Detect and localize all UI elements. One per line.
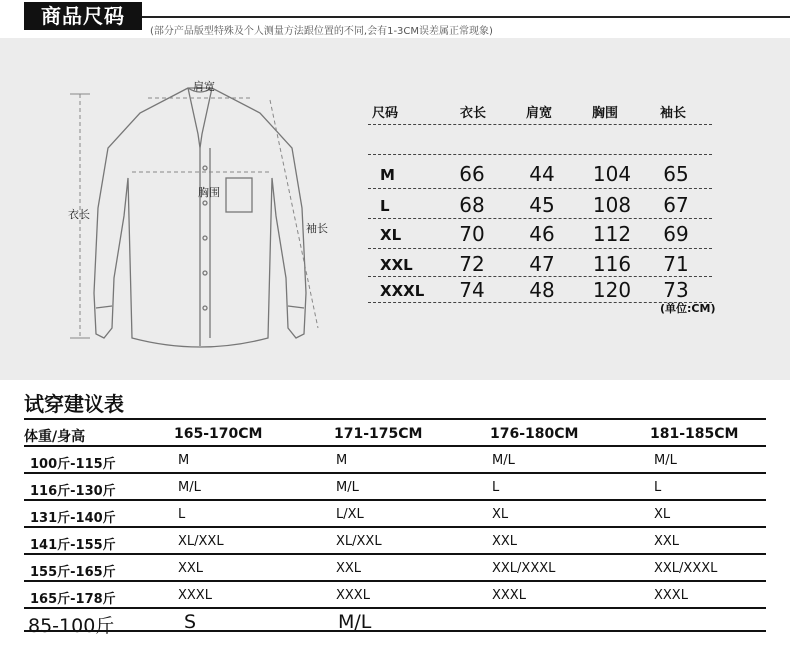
size-value: 104 — [592, 162, 632, 186]
size-value: 68 — [459, 193, 485, 217]
size-value: 116 — [592, 252, 632, 276]
table-row — [24, 553, 766, 582]
fit-cell: XXL — [654, 534, 680, 549]
table-row — [24, 580, 766, 609]
fit-header-cell: 171-175CM — [334, 426, 423, 442]
size-header-size: 尺码 — [372, 106, 399, 121]
size-value: 74 — [459, 278, 485, 302]
size-value: 47 — [529, 252, 555, 276]
header-title: 商品尺码 — [24, 2, 142, 30]
shoulder-label: 肩宽 — [193, 80, 215, 93]
fit-header-cell: 181-185CM — [650, 426, 739, 442]
unit-note: (单位:CM) — [660, 302, 716, 315]
fit-cell: L — [492, 480, 500, 495]
fit-cell: XXL/XXXL — [654, 561, 718, 576]
fit-cell: XL — [654, 507, 671, 522]
table-row — [24, 499, 766, 528]
size-value: 71 — [663, 252, 689, 276]
size-name: L — [380, 197, 390, 215]
size-header-chest: 胸围 — [592, 106, 619, 121]
fit-cell: XL/XXL — [178, 534, 224, 549]
fit-cell: XXL/XXXL — [492, 561, 556, 576]
fit-cell: XXL — [492, 534, 518, 549]
fit-row-header: 155斤-165斤 — [30, 565, 116, 580]
size-value: 69 — [663, 222, 689, 246]
fit-cell: XXL — [178, 561, 204, 576]
fit-row-header: 85-100斤 — [28, 615, 115, 637]
fit-cell: XXXL — [178, 588, 212, 603]
shirt-pocket — [226, 178, 252, 212]
fit-header-cell: 165-170CM — [174, 426, 263, 442]
size-value: 45 — [529, 193, 555, 217]
shirt-collar — [188, 88, 212, 148]
fit-row-header: 165斤-178斤 — [30, 592, 116, 607]
shirt-figure-panel — [0, 38, 790, 380]
size-value: 72 — [459, 252, 485, 276]
size-value: 73 — [663, 278, 689, 302]
size-header-sleeve: 袖长 — [660, 106, 687, 121]
fit-cell: M — [178, 453, 190, 468]
fit-row-header: 141斤-155斤 — [30, 538, 116, 553]
size-value: 67 — [663, 193, 689, 217]
fit-cell: M/L — [492, 453, 515, 468]
size-value: 44 — [529, 162, 555, 186]
sleeve-label: 袖长 — [306, 222, 328, 235]
fit-header-cell: 176-180CM — [490, 426, 579, 442]
table-row — [24, 526, 766, 555]
fit-table-title: 试穿建议表 — [24, 392, 124, 416]
fit-cell: XXXL — [654, 588, 688, 603]
table-row — [24, 472, 766, 501]
header-note: (部分产品版型特殊及个人测量方法跟位置的不同,会有1-3CM误差属正常现象) — [150, 26, 493, 37]
size-name: XXL — [380, 256, 413, 274]
size-value: 70 — [459, 222, 485, 246]
size-name: M — [380, 166, 395, 184]
length-label: 衣长 — [68, 208, 90, 221]
fit-cell: M/L — [338, 611, 372, 633]
size-value: 65 — [663, 162, 689, 186]
size-header-shoulder: 肩宽 — [526, 106, 553, 121]
size-value: 48 — [529, 278, 555, 302]
fit-row-header: 100斤-115斤 — [30, 457, 116, 472]
table-row — [24, 445, 766, 474]
size-value: 46 — [529, 222, 555, 246]
fit-cell: XXXL — [492, 588, 526, 603]
fit-cell: M — [336, 453, 348, 468]
fit-cell: S — [184, 611, 197, 633]
fit-row-header: 131斤-140斤 — [30, 511, 116, 526]
sleeve-guide — [270, 100, 318, 328]
fit-cell: XL — [492, 507, 509, 522]
fit-cell: L/XL — [336, 507, 364, 522]
fit-cell: M/L — [336, 480, 359, 495]
header-bar — [0, 0, 790, 38]
fit-cell: L — [178, 507, 186, 522]
size-name: XXXL — [380, 282, 425, 300]
fit-row-header: 116斤-130斤 — [30, 484, 116, 499]
fit-cell: M/L — [178, 480, 201, 495]
fit-table-bottom-border — [24, 630, 766, 632]
size-value: 66 — [459, 162, 485, 186]
fit-cell: XXL — [336, 561, 362, 576]
fit-cell: XXXL — [336, 588, 370, 603]
size-value: 108 — [592, 193, 632, 217]
fit-cell: XL/XXL — [336, 534, 382, 549]
fit-cell: M/L — [654, 453, 677, 468]
size-name: XL — [380, 226, 402, 244]
size-value: 120 — [592, 278, 632, 302]
fit-header-row — [24, 418, 766, 447]
fit-header-cell: 体重/身高 — [24, 429, 86, 445]
size-header-length: 衣长 — [460, 106, 487, 121]
fit-cell: L — [654, 480, 662, 495]
chest-label: 胸围 — [198, 186, 220, 199]
size-value: 112 — [592, 222, 632, 246]
